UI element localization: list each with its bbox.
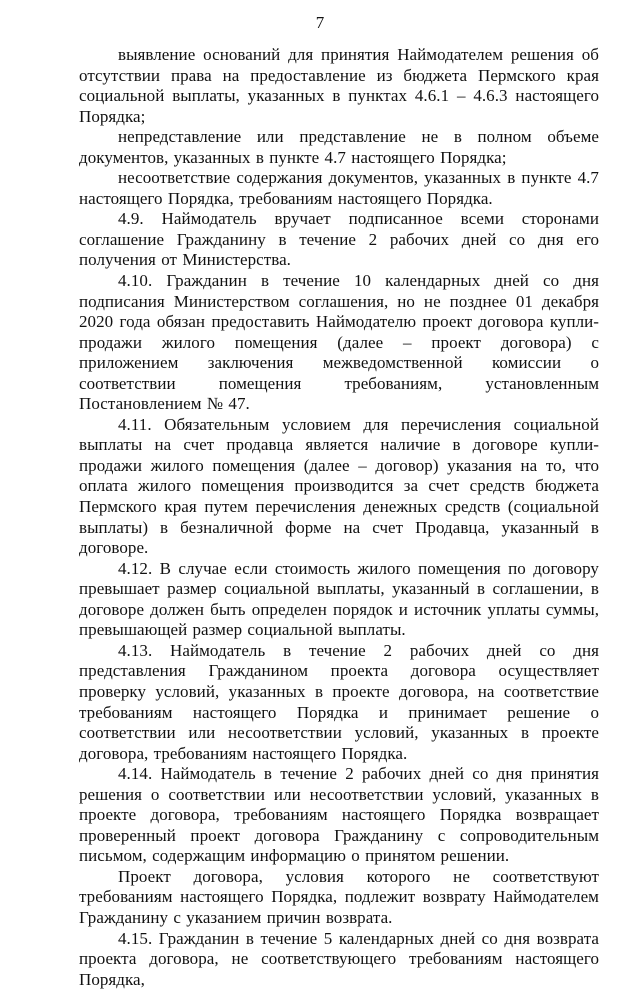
- page-number: 7: [315, 13, 325, 32]
- paragraph: 4.10. Гражданин в течение 10 календарных дней со дня подписания Министерством соглашения, но не позднее 01 декабря 2020 года обязан предоставить Наймодателю проект договора купли-продажи жилого помещения (далее – проект договора) с приложением заключения межведомственной комиссии о соответствии помещения требованиям, установленным Постановлением № 47.: [79, 271, 599, 414]
- paragraph: несоответствие содержания документов, указанных в пункте 4.7 настоящего Порядка, требованиям настоящего Порядка.: [79, 168, 599, 208]
- paragraph: 4.14. Наймодатель в течение 2 рабочих дней со дня принятия решения о соответствии или несоответствии условий, указанных в проекте договора, требованиям настоящего Порядка возвращает проверенный проект договора Гражданину с сопроводительным письмом, содержащим информацию о принятом решении.: [79, 764, 599, 866]
- paragraph: выявление оснований для принятия Наймодателем решения об отсутствии права на предоставление из бюджета Пермского края социальной выплаты, указанных в пунктах 4.6.1 – 4.6.3 настоящего Порядка;: [79, 45, 599, 126]
- paragraph: непредставление или представление не в полном объеме документов, указанных в пункте 4.7 настоящего Порядка;: [79, 127, 599, 167]
- paragraph: 4.13. Наймодатель в течение 2 рабочих дней со дня представления Гражданином проекта договора осуществляет проверку условий, указанных в проекте договора, на соответствие требованиям настоящего Порядка и принимает решение о соответствии или несоответствии условий, указанных в проекте договора, требованиям настоящего Порядка.: [79, 640, 599, 763]
- paragraph: 4.12. В случае если стоимость жилого помещения по договору превышает размер социальной выплаты, указанный в соглашении, в договоре должен быть определен порядок и источник уплаты суммы, превышающей размер социальной выплаты.: [79, 558, 599, 640]
- paragraph: 4.9. Наймодатель вручает подписанное всеми сторонами соглашение Гражданину в течение 2 рабочих дней со дня его получения от Министерства.: [79, 209, 599, 270]
- paragraph: 4.11. Обязательным условием для перечисления социальной выплаты на счет продавца является наличие в договоре купли-продажи жилого помещения (далее – договор) указания на то, что оплата жилого помещения производится за счет средств бюджета Пермского края путем перечисления денежных средств (социальной выплаты) в безналичной форме на счет Продавца, указанный в договоре.: [79, 414, 599, 558]
- body-text: [79, 45, 599, 990]
- paragraph: 4.15. Гражданин в течение 5 календарных дней со дня возврата проекта договора, не соответствующего требованиям настоящего Порядка,: [79, 928, 599, 989]
- paragraph: Проект договора, условия которого не соответствуют требованиям настоящего Порядка, подлежит возврату Наймодателем Гражданину с указанием причин возврата.: [79, 866, 599, 927]
